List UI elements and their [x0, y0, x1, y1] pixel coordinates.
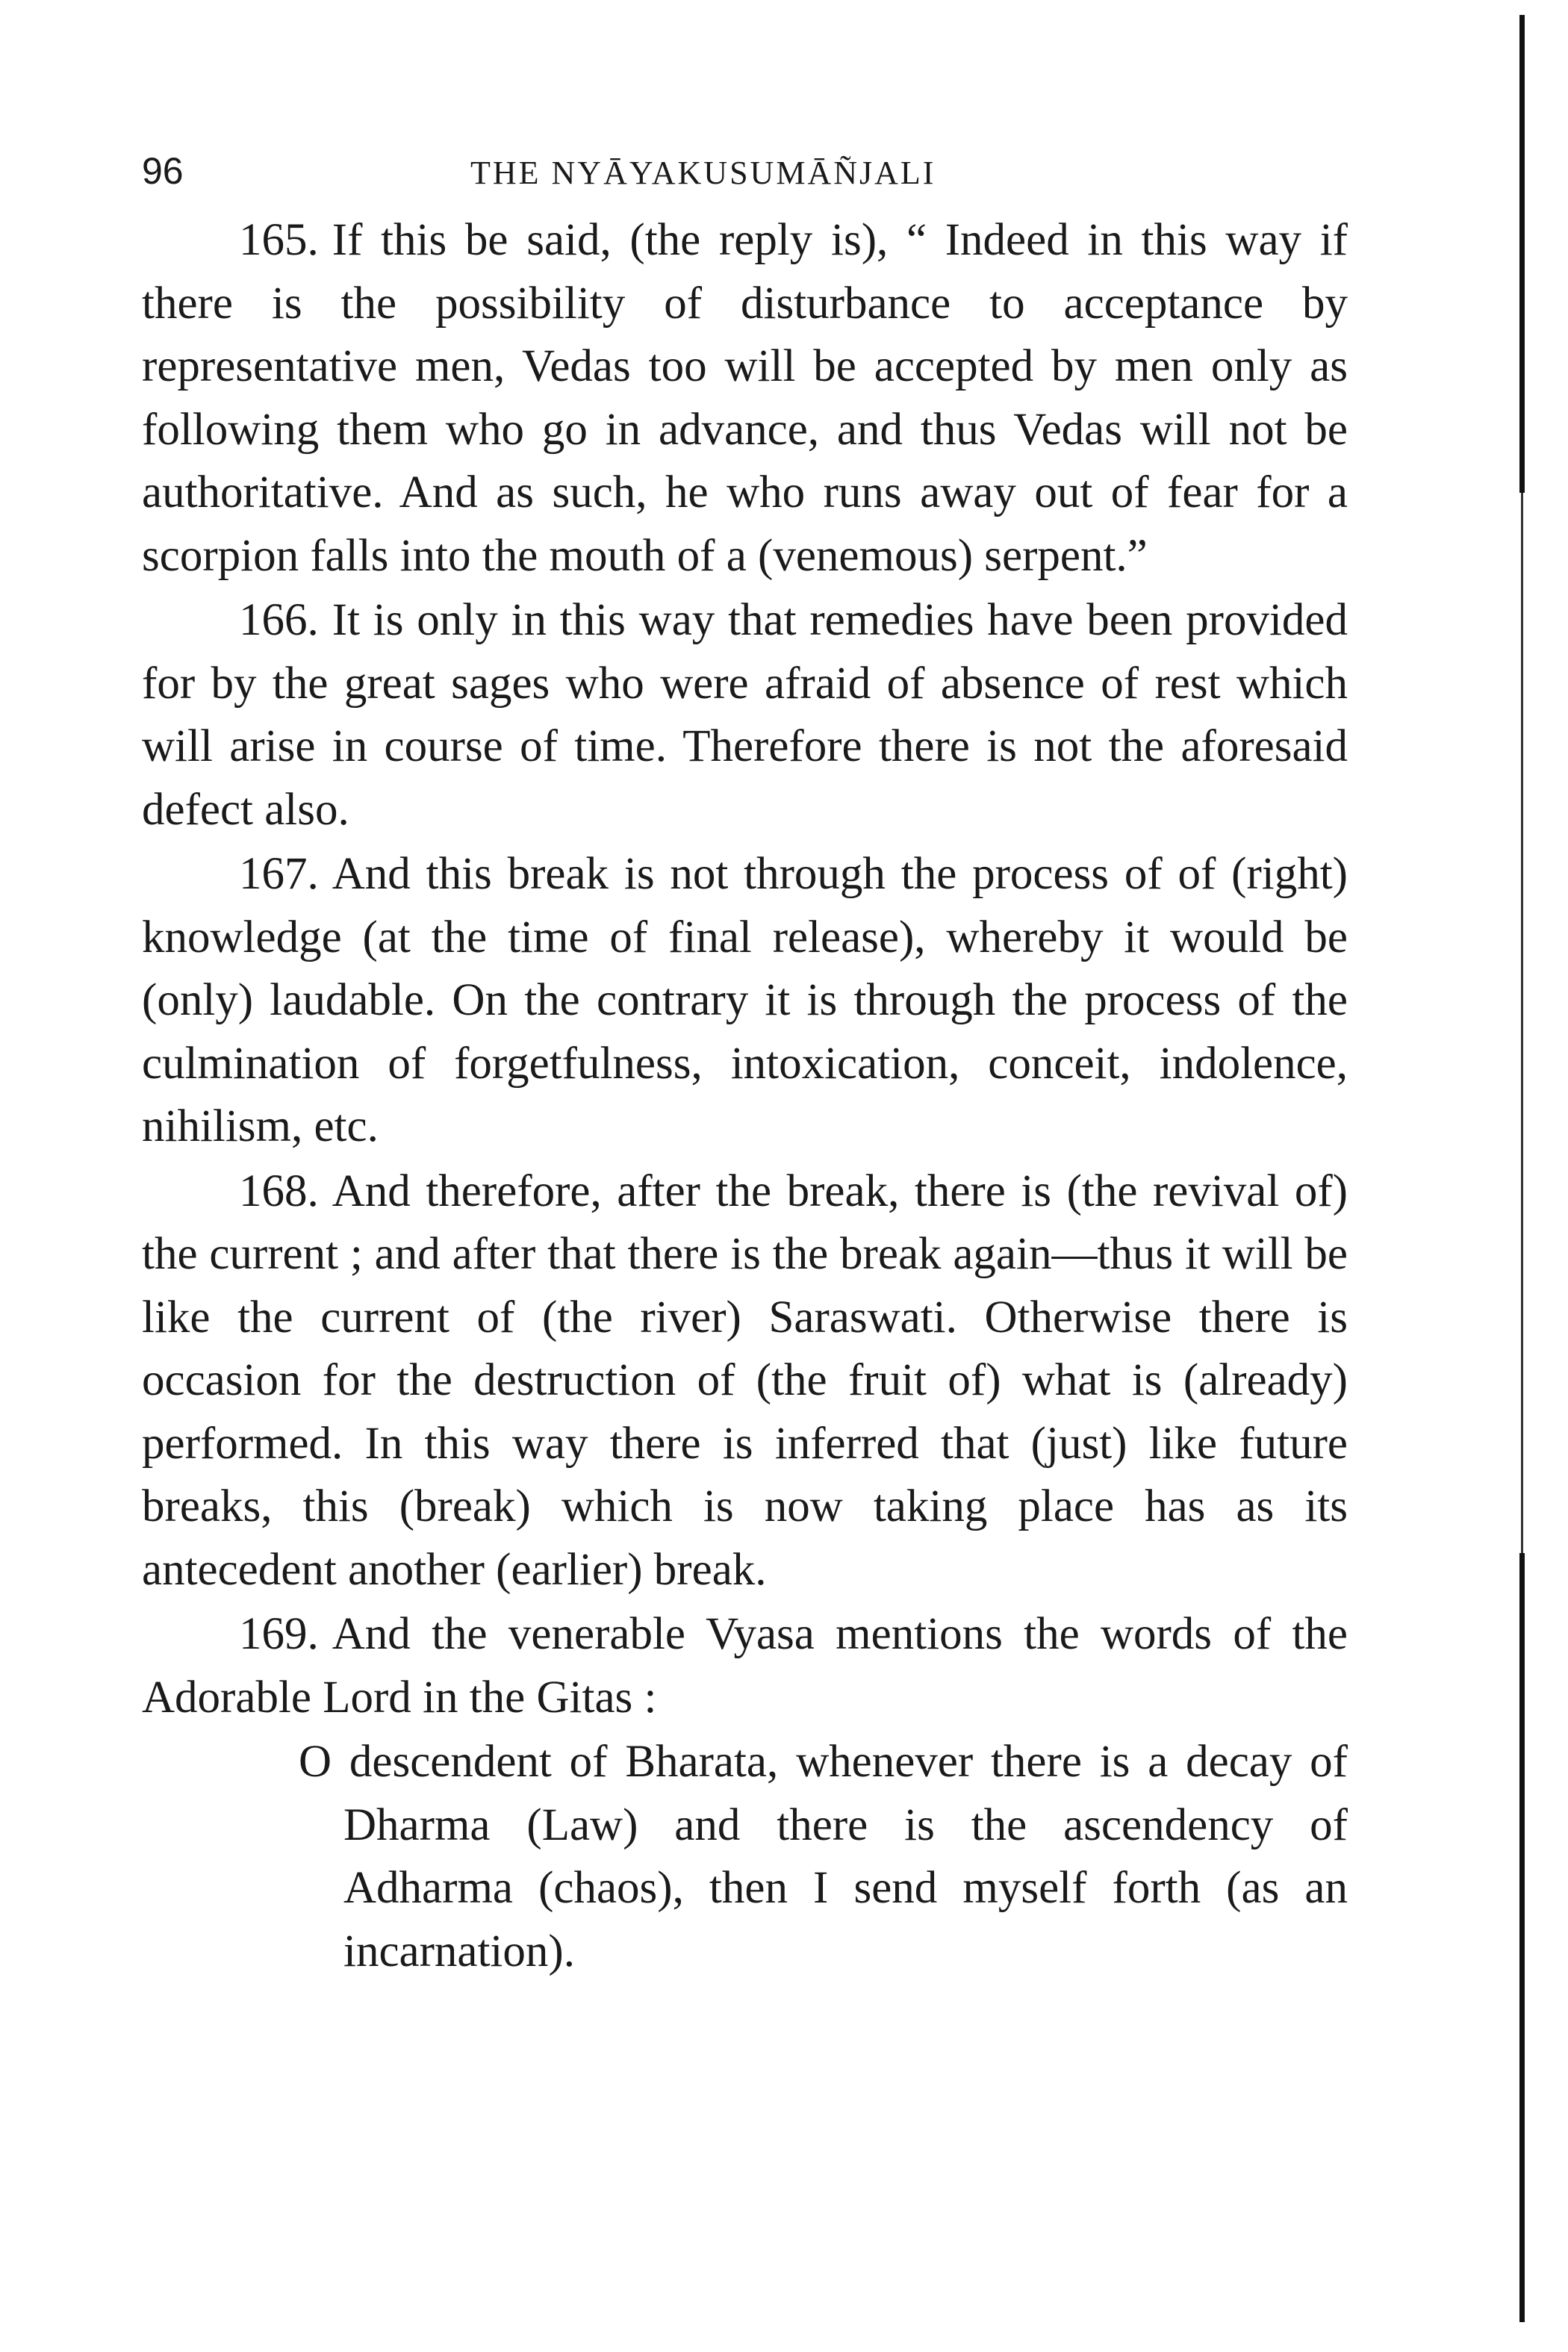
paragraph-168 [142, 1160, 1348, 1602]
paragraph-169 [142, 1603, 1348, 1729]
paragraph-number: 168. [239, 1166, 319, 1216]
running-title: THE NYĀYAKUSUMĀÑJALI [470, 155, 936, 191]
paragraph-text: And this break is not through the process of of (right) knowledge (at the time of final release), whereby it would be (only) laudable. On the contrary it is through the process of the culmination of forgetfulness, intoxication, conceit, indolence, nihilism, etc. [142, 849, 1348, 1151]
paragraph-166 [142, 589, 1348, 841]
paragraph-text: And the venerable Vyasa mentions the words of the Adorable Lord in the Gitas : [142, 1609, 1348, 1723]
page-number: 96 [142, 150, 184, 192]
gita-quotation: O descendent of Bharata, whenever there is a decay of Dharma (Law) and there is the ascendency of Adharma (chaos), then I send myself forth (as an incarnation). [299, 1737, 1348, 1976]
page-edge-line-middle [1521, 493, 1523, 1553]
paragraph-number: 166. [239, 595, 319, 645]
page-edge-line-upper [1519, 15, 1525, 493]
book-page [142, 127, 1348, 1983]
paragraph-number: 169. [239, 1609, 319, 1659]
page-header [142, 127, 1348, 209]
paragraph-167 [142, 843, 1348, 1159]
paragraph-number: 167. [239, 849, 319, 899]
paragraph-text: It is only in this way that remedies have been provided for by the great sages who were afraid of absence of rest which will arise in course of time. Therefore there is not the aforesaid defect also. [142, 595, 1348, 835]
paragraph-number: 165. [239, 215, 319, 265]
page-edge-line-lower [1519, 1553, 1525, 2322]
paragraph-text: If this be said, (the reply is), “ Indeed in this way if there is the possibility of disturbance to acceptance by representative men, Vedas too will be accepted by men only as following them who go in advance, and thus Vedas will not be authoritative. And as such, he who runs away out of fear for a scorpion falls into the mouth of a (venemous) serpent.” [142, 215, 1348, 581]
paragraph-165 [142, 209, 1348, 588]
paragraph-text: And therefore, after the break, there is (the revival of) the current ; and after that there is the break again—thus it will be like the current of (the river) Saraswati. Otherwise there is occasion for the destruction of (the fruit of) what is (already) performed. In this way there is inferred that (just) like future breaks, this (break) which is now taking place has as its antecedent another (earlier) break. [142, 1166, 1348, 1595]
